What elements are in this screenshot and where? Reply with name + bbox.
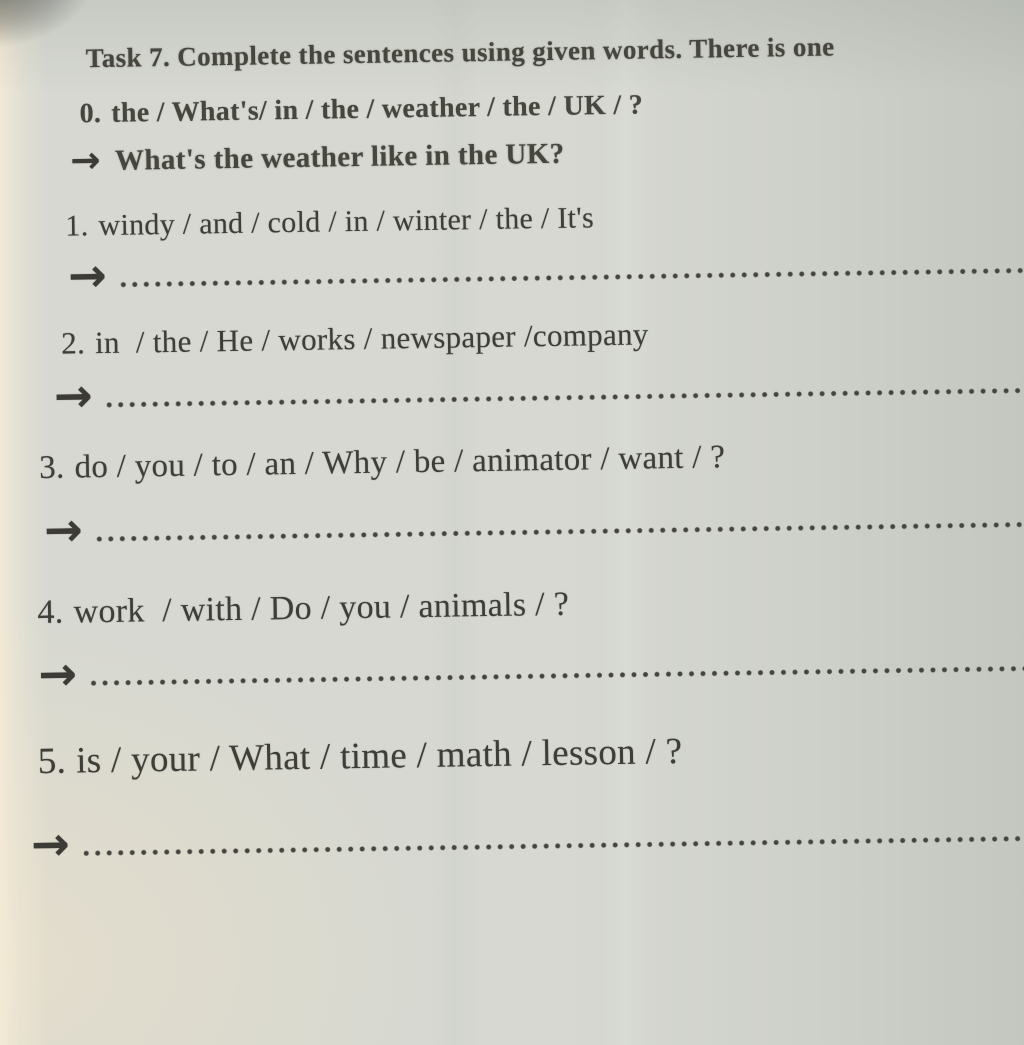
- example-answer-text: What's the weather like in the UK?: [114, 137, 565, 177]
- item-prompt: in / the / He / works / newspaper /company: [94, 316, 649, 361]
- item-prompt-row: [39, 439, 726, 487]
- item-prompt: windy / and / cold / in / winter / the / It's: [98, 201, 595, 243]
- arrow-icon: →: [70, 140, 102, 182]
- answer-dotted-line: [119, 264, 1024, 289]
- example-prompt-row: [79, 89, 643, 130]
- item-number: 5.: [37, 740, 67, 783]
- arrow-icon: →: [30, 816, 71, 872]
- example-prompt: the / What's/ in / the / weather / the / UK / ?: [110, 89, 644, 129]
- answer-dotted-line: [95, 518, 1024, 543]
- answer-dotted-line: [82, 832, 1024, 857]
- item-prompt: is / your / What / time / math / lesson / ?: [75, 730, 683, 782]
- arrow-icon: →: [37, 646, 78, 702]
- item-prompt-row: [65, 201, 594, 243]
- answer-dotted-line: [105, 384, 1024, 409]
- item-number: 3.: [38, 449, 65, 487]
- arrow-icon: →: [67, 247, 108, 303]
- arrow-icon: →: [43, 502, 84, 557]
- answer-row: [37, 636, 1024, 702]
- item-prompt-row: [37, 730, 682, 783]
- answer-row: [43, 492, 1024, 557]
- item-number: 2.: [60, 325, 86, 361]
- answer-dotted-line: [89, 662, 1024, 687]
- answer-row: [67, 237, 1024, 303]
- example-number: 0.: [79, 97, 102, 130]
- item-prompt-row: [61, 316, 649, 361]
- item-number: 1.: [65, 209, 89, 243]
- task-title: Task 7. Complete the sentences using given words. There is one: [85, 31, 835, 74]
- item-prompt: do / you / to / an / Why / be / animator / want / ?: [74, 439, 726, 486]
- item-prompt: work / with / Do / you / animals / ?: [73, 585, 570, 631]
- item-prompt-row: [37, 586, 569, 632]
- example-answer-row: [70, 137, 565, 182]
- arrow-icon: →: [53, 368, 94, 423]
- item-number: 4.: [37, 593, 64, 632]
- answer-row: [53, 358, 1024, 423]
- answer-row: [30, 806, 1024, 872]
